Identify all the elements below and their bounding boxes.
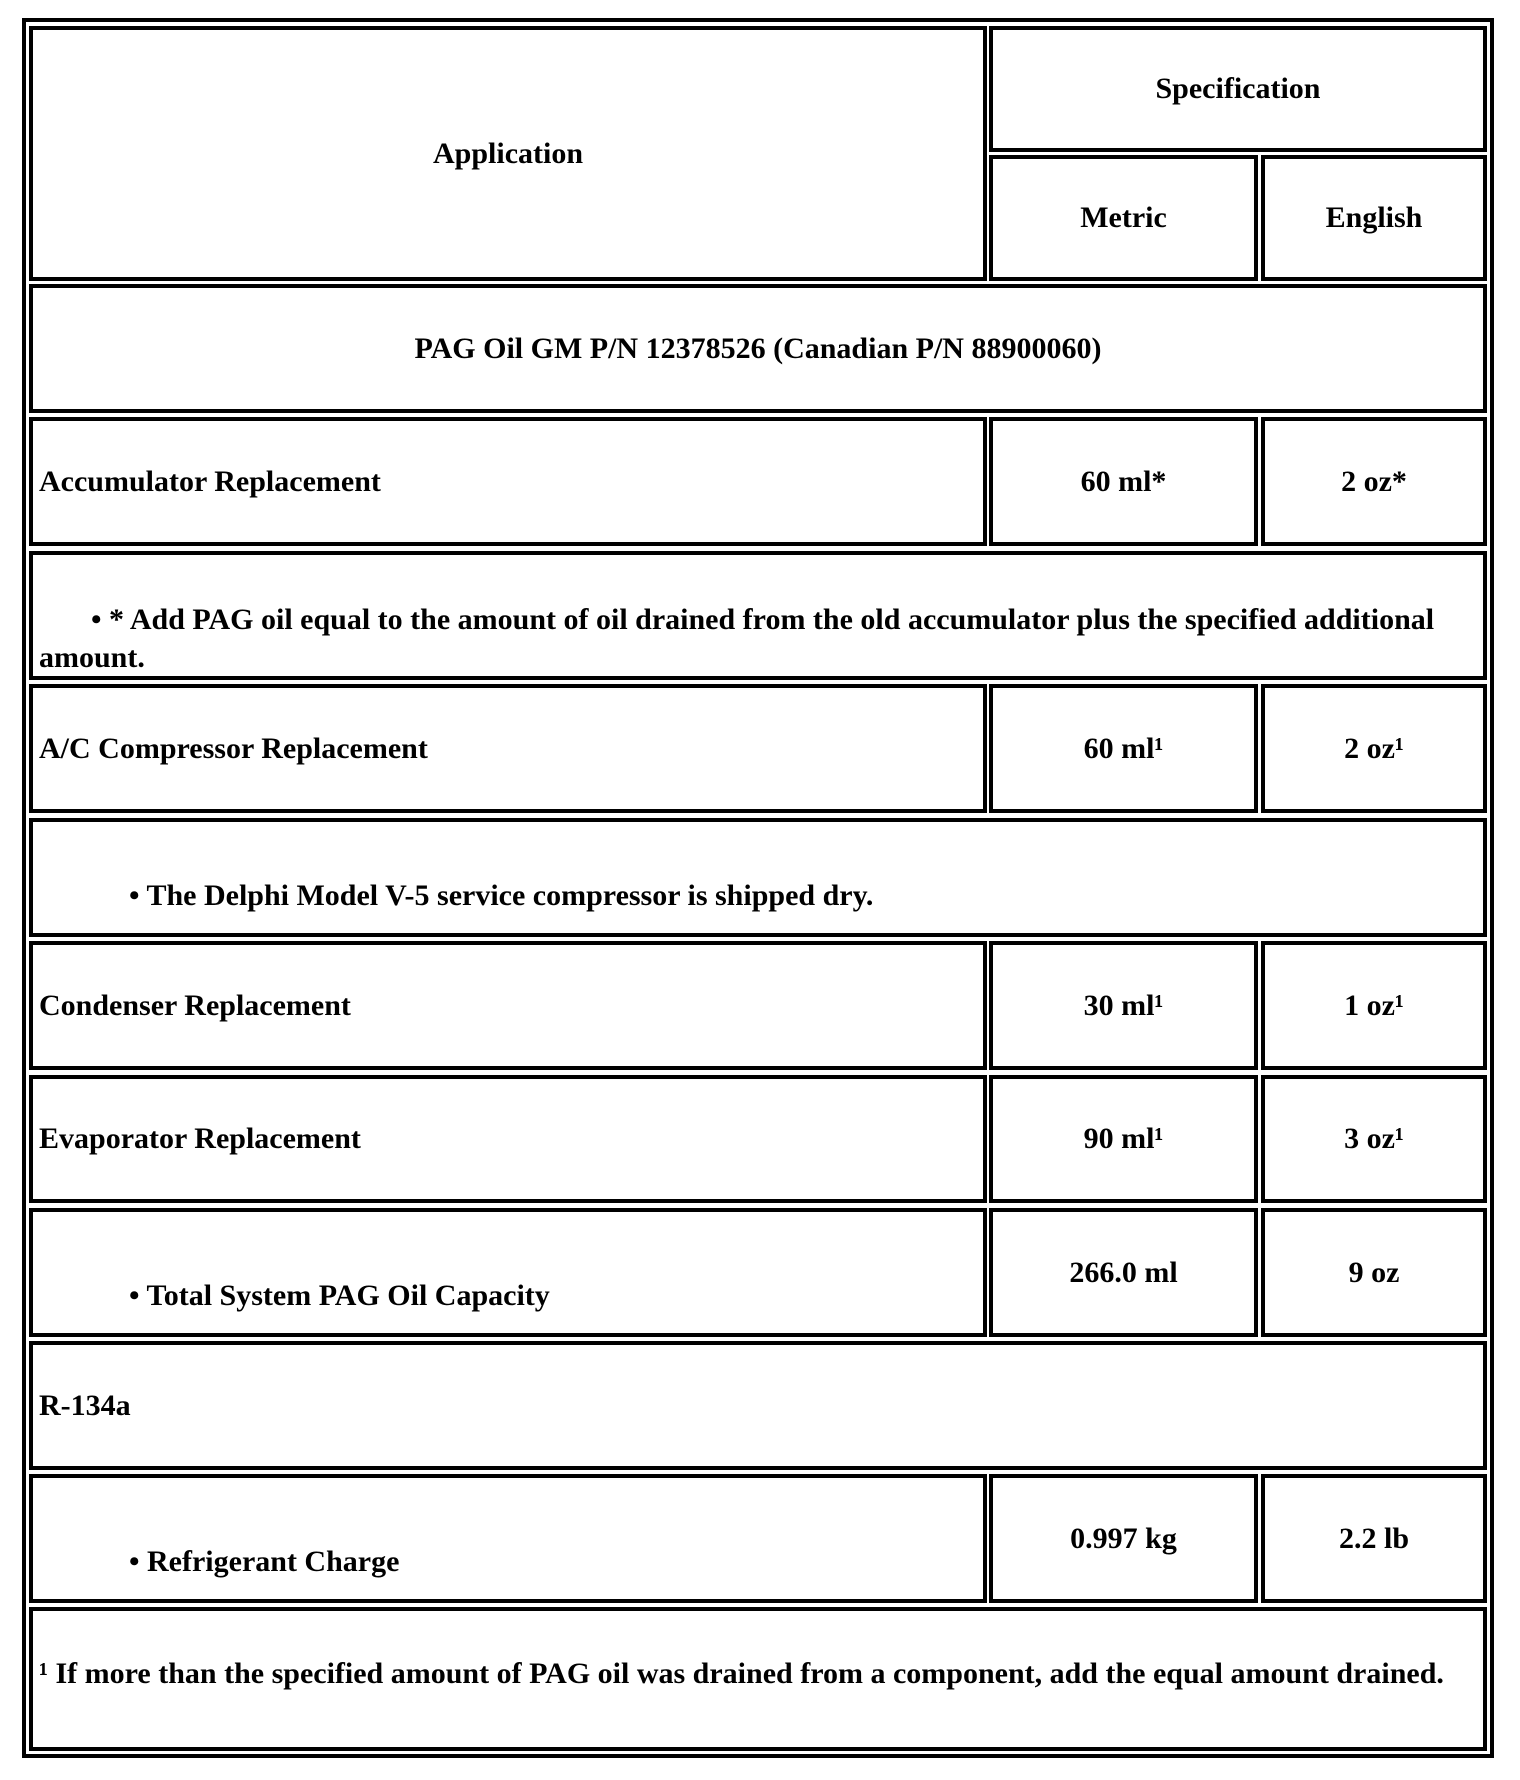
- header-specification: Specification: [989, 26, 1487, 152]
- row-label-total-capacity: • Total System PAG Oil Capacity: [29, 1208, 987, 1337]
- footnote-text: ¹ If more than the specified amount of PAG oil was drained from a component, add the equal amount drained.: [39, 1657, 1444, 1690]
- row-label-accumulator: Accumulator Replacement: [29, 417, 987, 546]
- header-english: English: [1261, 155, 1487, 281]
- row-english-evaporator: 3 oz¹: [1261, 1075, 1487, 1203]
- section-pag-oil: PAG Oil GM P/N 12378526 (Canadian P/N 88900060): [29, 284, 1487, 413]
- row-english-total-capacity: 9 oz: [1261, 1208, 1487, 1337]
- row-metric-accumulator: 60 ml*: [989, 417, 1258, 546]
- header-metric: Metric: [989, 155, 1258, 281]
- row-metric-condenser: 30 ml¹: [989, 941, 1258, 1070]
- row-label-condenser: Condenser Replacement: [29, 941, 987, 1070]
- note-accumulator-text: • * Add PAG oil equal to the amount of oil drained from the old accumulator plus the specified additional amount.: [39, 603, 1435, 674]
- row-label-refrigerant-charge: • Refrigerant Charge: [29, 1474, 987, 1603]
- row-english-condenser: 1 oz¹: [1261, 941, 1487, 1070]
- section-r134a: R-134a: [29, 1341, 1487, 1470]
- row-english-refrigerant-charge: 2.2 lb: [1261, 1474, 1487, 1603]
- row-metric-total-capacity: 266.0 ml: [989, 1208, 1258, 1337]
- row-metric-evaporator: 90 ml¹: [989, 1075, 1258, 1203]
- footnote: [29, 1607, 1487, 1751]
- row-english-compressor: 2 oz¹: [1261, 684, 1487, 813]
- row-metric-refrigerant-charge: 0.997 kg: [989, 1474, 1258, 1603]
- row-label-evaporator: Evaporator Replacement: [29, 1075, 987, 1203]
- row-metric-compressor: 60 ml¹: [989, 684, 1258, 813]
- note-compressor: • The Delphi Model V-5 service compressor is shipped dry.: [29, 818, 1487, 937]
- note-accumulator: [29, 551, 1487, 680]
- header-application: Application: [29, 26, 987, 281]
- row-english-accumulator: 2 oz*: [1261, 417, 1487, 546]
- row-label-compressor: A/C Compressor Replacement: [29, 684, 987, 813]
